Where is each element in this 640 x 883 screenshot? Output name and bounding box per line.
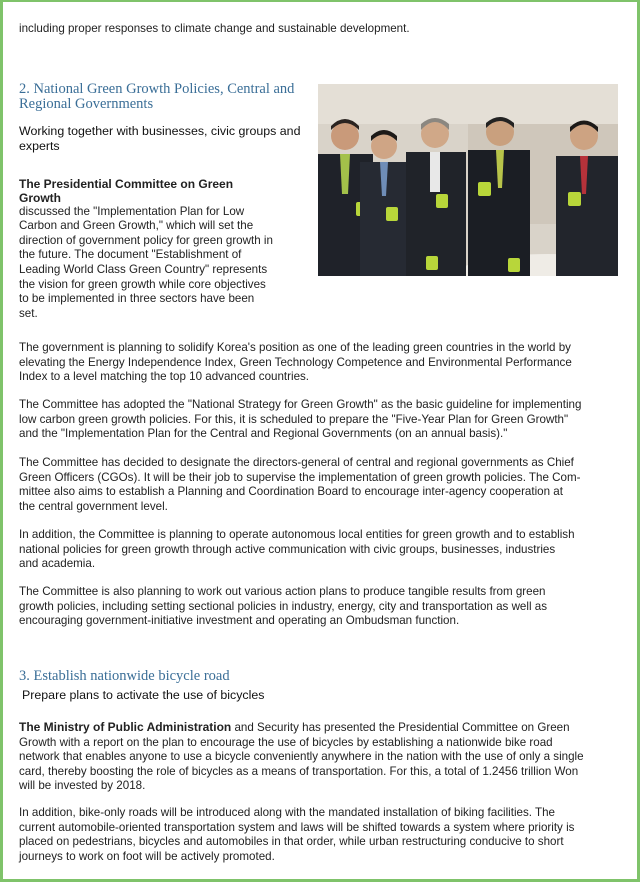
intro-line: including proper responses to climate change and sustainable development. [19, 22, 410, 35]
section2-paragraph-5: The Committee is also planning to work out various action plans to produce tangible results from green growth policies, including setting sectional policies in industry, energy, city and transportation as well as encouraging government-initiative investment and operating an Ombudsman function. [19, 585, 548, 628]
section2-paragraph-2: The Committee has adopted the "National Strategy for Green Growth" as the basic guideline for implementing low carbon green growth policies. For this, it is scheduled to prepare the "Five-Year Plan for Green Growth" and the "Implementation Plan for the Central and Regional Governments (on an annual basis)." [19, 398, 582, 441]
officials-photo [318, 84, 618, 276]
section2-heading: 2. National Green Growth Policies, Central and Regional Governments [19, 81, 295, 112]
section2-paragraph-3: The Committee has decided to designate the directors-general of central and regional governments as Chief Green Officers (CGOs). It will be their job to supervise the implementation of green growth policies. The Com- mittee also aims to establish a Planning and Coordination Board to encourage inter-agency cooperation at the central government level. [19, 456, 581, 513]
section2-subheading: Working together with businesses, civic groups and experts [19, 124, 301, 153]
officials-photo-illustration [318, 84, 618, 276]
section3-subheading: Prepare plans to activate the use of bicycles [22, 688, 265, 702]
section3-heading: 3. Establish nationwide bicycle road [19, 668, 230, 684]
section2-paragraph-4: In addition, the Committee is planning to operate autonomous local entities for green growth and to establish national policies for green growth through active communication with civic groups, businesses, industries and academia. [19, 528, 575, 571]
section3-paragraph-1: The Ministry of Public Administration and Security has presented the Presidential Committee on Green Growth with a report on the plan to encourage the use of bicycles by establishing a nationwide bike road network that enables anyone to use a bicycle conveniently anywhere in the nation with the use of only a single card, thereby boosting the role of bicycles as a means of transportation. For this, a total of 1.2456 trillion Won will be invested by 2018. [19, 720, 584, 793]
section3-paragraph-2: In addition, bike-only roads will be introduced along with the mandated installation of biking facilities. The current automobile-oriented transportation system and laws will be shifted towards a system where priority is placed on pedestrians, bicycles and automobiles in that order, while urban restructuring conducive to short journeys to work on foot will be actively promoted. [19, 806, 575, 863]
section2-lead: The Presidential Committee on Green Growth discussed the "Implementation Plan for Low Carbon and Green Growth," which will set the direction of government policy for green growth in the future. The document "Establishment of Leading World Class Green Country" represents the vision for green growth while core objectives to be implemented in three sectors have been set. [19, 177, 273, 320]
section2-paragraph-1: The government is planning to solidify Korea's position as one of the leading green countries in the world by elevating the Energy Independence Index, Green Technology Competence and Environmental Performance Index to a level matching the top 10 advanced countries. [19, 341, 572, 384]
